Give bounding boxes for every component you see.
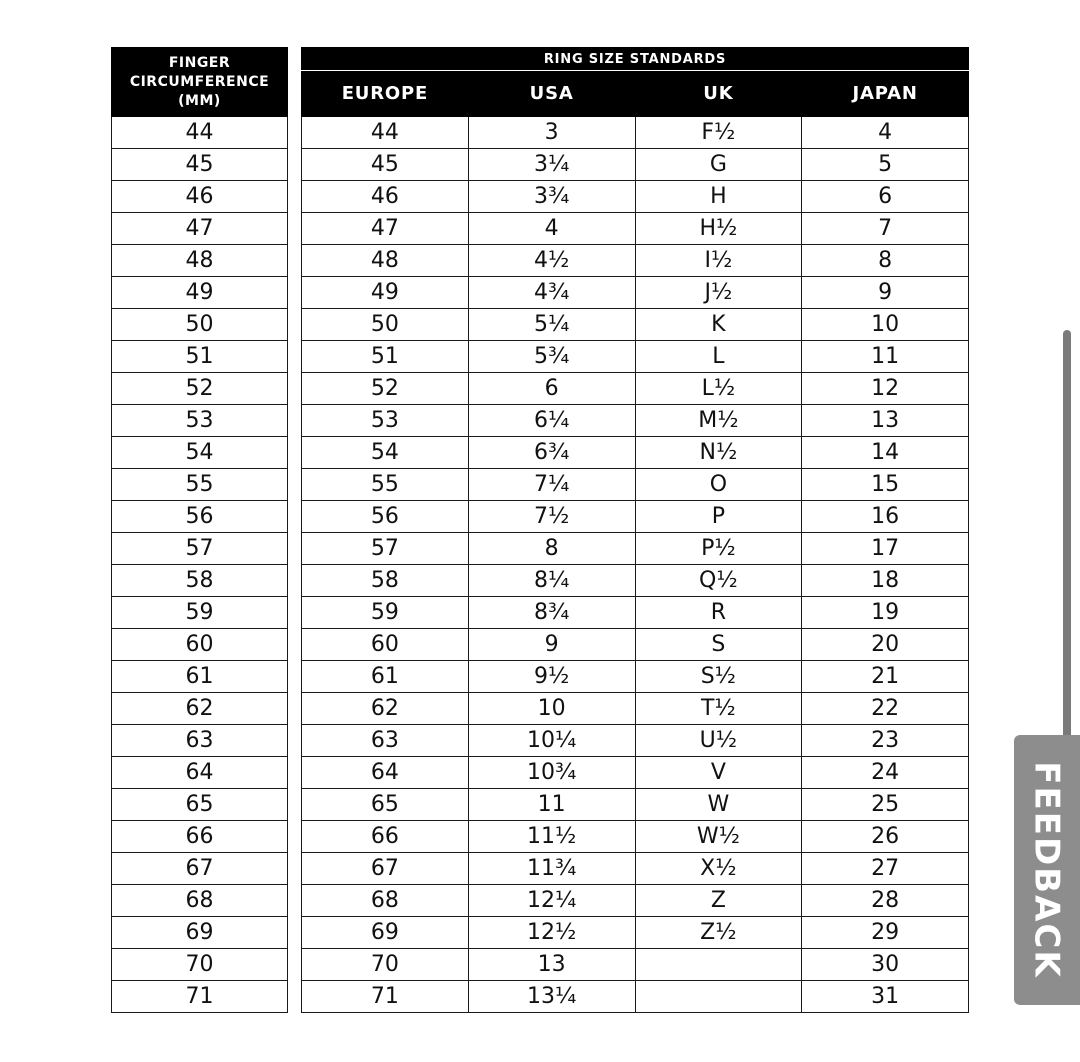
cell-japan: 5 xyxy=(802,149,969,181)
table-row xyxy=(302,373,969,405)
ring-size-standards-header: RING SIZE STANDARDS xyxy=(302,48,969,71)
column-header-europe: EUROPE xyxy=(302,71,469,117)
cell-finger-mm: 50 xyxy=(112,309,288,341)
cell-japan: 17 xyxy=(802,533,969,565)
table-row xyxy=(302,629,969,661)
table-row xyxy=(112,661,288,693)
cell-finger-mm: 53 xyxy=(112,405,288,437)
cell-japan: 24 xyxy=(802,757,969,789)
vertical-scrollbar[interactable] xyxy=(1063,330,1071,785)
table-row xyxy=(112,149,288,181)
cell-europe: 55 xyxy=(302,469,469,501)
table-row xyxy=(112,853,288,885)
cell-europe: 45 xyxy=(302,149,469,181)
cell-europe: 59 xyxy=(302,597,469,629)
table-row xyxy=(112,469,288,501)
cell-japan: 12 xyxy=(802,373,969,405)
cell-finger-mm: 70 xyxy=(112,949,288,981)
cell-europe: 44 xyxy=(302,117,469,149)
cell-usa: 8¼ xyxy=(468,565,635,597)
cell-uk: O xyxy=(635,469,802,501)
cell-finger-mm: 58 xyxy=(112,565,288,597)
table-row xyxy=(302,533,969,565)
table-row xyxy=(302,469,969,501)
cell-uk xyxy=(635,981,802,1013)
cell-usa: 8 xyxy=(468,533,635,565)
column-header-usa: USA xyxy=(468,71,635,117)
cell-finger-mm: 65 xyxy=(112,789,288,821)
cell-japan: 8 xyxy=(802,245,969,277)
cell-finger-mm: 51 xyxy=(112,341,288,373)
cell-usa: 10¾ xyxy=(468,757,635,789)
cell-japan: 6 xyxy=(802,181,969,213)
cell-finger-mm: 59 xyxy=(112,597,288,629)
cell-europe: 47 xyxy=(302,213,469,245)
table-row xyxy=(302,885,969,917)
cell-usa: 7¼ xyxy=(468,469,635,501)
cell-usa: 4½ xyxy=(468,245,635,277)
table-row xyxy=(112,533,288,565)
cell-uk: K xyxy=(635,309,802,341)
table-row xyxy=(112,565,288,597)
cell-europe: 62 xyxy=(302,693,469,725)
table-row xyxy=(112,117,288,149)
table-row xyxy=(112,885,288,917)
table-row xyxy=(302,981,969,1013)
cell-europe: 53 xyxy=(302,405,469,437)
cell-europe: 46 xyxy=(302,181,469,213)
cell-usa: 9 xyxy=(468,629,635,661)
table-row xyxy=(112,821,288,853)
cell-uk: T½ xyxy=(635,693,802,725)
table-row xyxy=(112,789,288,821)
table-row xyxy=(302,181,969,213)
cell-japan: 21 xyxy=(802,661,969,693)
cell-europe: 52 xyxy=(302,373,469,405)
cell-usa: 3¾ xyxy=(468,181,635,213)
table-row xyxy=(302,757,969,789)
cell-usa: 3 xyxy=(468,117,635,149)
table-row xyxy=(112,981,288,1013)
cell-uk: S xyxy=(635,629,802,661)
cell-usa: 4¾ xyxy=(468,277,635,309)
cell-finger-mm: 57 xyxy=(112,533,288,565)
table-row xyxy=(112,405,288,437)
table-row xyxy=(302,789,969,821)
cell-usa: 6¾ xyxy=(468,437,635,469)
table-row xyxy=(302,821,969,853)
table-row xyxy=(112,757,288,789)
table-row xyxy=(302,245,969,277)
column-header-uk: UK xyxy=(635,71,802,117)
cell-uk: F½ xyxy=(635,117,802,149)
cell-usa: 9½ xyxy=(468,661,635,693)
table-row xyxy=(302,597,969,629)
cell-uk: Z½ xyxy=(635,917,802,949)
cell-europe: 70 xyxy=(302,949,469,981)
cell-usa: 11½ xyxy=(468,821,635,853)
cell-usa: 13 xyxy=(468,949,635,981)
cell-japan: 4 xyxy=(802,117,969,149)
cell-japan: 27 xyxy=(802,853,969,885)
cell-usa: 13¼ xyxy=(468,981,635,1013)
cell-europe: 66 xyxy=(302,821,469,853)
cell-europe: 63 xyxy=(302,725,469,757)
cell-uk: H½ xyxy=(635,213,802,245)
cell-finger-mm: 46 xyxy=(112,181,288,213)
cell-japan: 25 xyxy=(802,789,969,821)
cell-europe: 60 xyxy=(302,629,469,661)
cell-europe: 71 xyxy=(302,981,469,1013)
cell-finger-mm: 49 xyxy=(112,277,288,309)
column-header-japan: JAPAN xyxy=(802,71,969,117)
feedback-label: FEEDBACK xyxy=(1027,761,1067,979)
table-row xyxy=(112,437,288,469)
cell-finger-mm: 55 xyxy=(112,469,288,501)
cell-uk: H xyxy=(635,181,802,213)
table-row xyxy=(302,501,969,533)
cell-finger-mm: 61 xyxy=(112,661,288,693)
table-row xyxy=(302,213,969,245)
cell-europe: 69 xyxy=(302,917,469,949)
cell-uk: M½ xyxy=(635,405,802,437)
table-row xyxy=(112,213,288,245)
table-row xyxy=(112,917,288,949)
cell-uk: L½ xyxy=(635,373,802,405)
cell-japan: 7 xyxy=(802,213,969,245)
cell-uk: Q½ xyxy=(635,565,802,597)
table-row xyxy=(302,149,969,181)
cell-finger-mm: 47 xyxy=(112,213,288,245)
cell-finger-mm: 62 xyxy=(112,693,288,725)
cell-japan: 10 xyxy=(802,309,969,341)
cell-japan: 26 xyxy=(802,821,969,853)
cell-europe: 67 xyxy=(302,853,469,885)
cell-usa: 12½ xyxy=(468,917,635,949)
cell-uk: Z xyxy=(635,885,802,917)
cell-japan: 31 xyxy=(802,981,969,1013)
cell-europe: 64 xyxy=(302,757,469,789)
cell-uk: I½ xyxy=(635,245,802,277)
table-row xyxy=(112,693,288,725)
cell-japan: 30 xyxy=(802,949,969,981)
cell-uk xyxy=(635,949,802,981)
cell-finger-mm: 45 xyxy=(112,149,288,181)
cell-uk: U½ xyxy=(635,725,802,757)
cell-europe: 50 xyxy=(302,309,469,341)
cell-europe: 57 xyxy=(302,533,469,565)
cell-europe: 68 xyxy=(302,885,469,917)
cell-europe: 48 xyxy=(302,245,469,277)
cell-usa: 11¾ xyxy=(468,853,635,885)
cell-japan: 22 xyxy=(802,693,969,725)
cell-europe: 58 xyxy=(302,565,469,597)
cell-uk: S½ xyxy=(635,661,802,693)
cell-usa: 10¼ xyxy=(468,725,635,757)
cell-japan: 14 xyxy=(802,437,969,469)
ring-size-standards-table xyxy=(301,47,969,1013)
cell-usa: 4 xyxy=(468,213,635,245)
table-row xyxy=(302,277,969,309)
cell-japan: 11 xyxy=(802,341,969,373)
cell-europe: 51 xyxy=(302,341,469,373)
cell-uk: X½ xyxy=(635,853,802,885)
feedback-button[interactable] xyxy=(1014,735,1080,1005)
cell-europe: 49 xyxy=(302,277,469,309)
table-row xyxy=(112,725,288,757)
table-row xyxy=(112,181,288,213)
table-row xyxy=(302,405,969,437)
cell-uk: V xyxy=(635,757,802,789)
cell-uk: R xyxy=(635,597,802,629)
finger-circumference-body xyxy=(112,117,288,1013)
table-row xyxy=(302,725,969,757)
cell-europe: 54 xyxy=(302,437,469,469)
cell-finger-mm: 60 xyxy=(112,629,288,661)
cell-usa: 11 xyxy=(468,789,635,821)
table-row xyxy=(302,853,969,885)
cell-finger-mm: 44 xyxy=(112,117,288,149)
cell-finger-mm: 71 xyxy=(112,981,288,1013)
cell-japan: 23 xyxy=(802,725,969,757)
cell-uk: W½ xyxy=(635,821,802,853)
cell-finger-mm: 48 xyxy=(112,245,288,277)
cell-finger-mm: 54 xyxy=(112,437,288,469)
table-row xyxy=(302,341,969,373)
cell-japan: 20 xyxy=(802,629,969,661)
cell-uk: P½ xyxy=(635,533,802,565)
cell-usa: 3¼ xyxy=(468,149,635,181)
table-row xyxy=(112,597,288,629)
table-row xyxy=(112,341,288,373)
cell-finger-mm: 68 xyxy=(112,885,288,917)
table-row xyxy=(302,693,969,725)
table-row xyxy=(112,309,288,341)
cell-finger-mm: 69 xyxy=(112,917,288,949)
cell-usa: 6 xyxy=(468,373,635,405)
cell-japan: 15 xyxy=(802,469,969,501)
cell-usa: 10 xyxy=(468,693,635,725)
table-row xyxy=(112,501,288,533)
table-row xyxy=(302,565,969,597)
cell-finger-mm: 64 xyxy=(112,757,288,789)
cell-japan: 13 xyxy=(802,405,969,437)
cell-usa: 6¼ xyxy=(468,405,635,437)
cell-uk: N½ xyxy=(635,437,802,469)
finger-circumference-table xyxy=(111,47,288,1013)
cell-usa: 12¼ xyxy=(468,885,635,917)
cell-japan: 18 xyxy=(802,565,969,597)
table-row xyxy=(302,917,969,949)
table-row xyxy=(112,949,288,981)
cell-finger-mm: 66 xyxy=(112,821,288,853)
cell-finger-mm: 52 xyxy=(112,373,288,405)
table-row xyxy=(302,309,969,341)
cell-finger-mm: 56 xyxy=(112,501,288,533)
cell-japan: 9 xyxy=(802,277,969,309)
cell-usa: 8¾ xyxy=(468,597,635,629)
cell-uk: W xyxy=(635,789,802,821)
cell-usa: 5¾ xyxy=(468,341,635,373)
table-row xyxy=(302,437,969,469)
cell-japan: 16 xyxy=(802,501,969,533)
ring-size-standards-body xyxy=(302,117,969,1013)
cell-finger-mm: 67 xyxy=(112,853,288,885)
cell-uk: L xyxy=(635,341,802,373)
cell-finger-mm: 63 xyxy=(112,725,288,757)
cell-uk: P xyxy=(635,501,802,533)
table-row xyxy=(302,949,969,981)
cell-uk: G xyxy=(635,149,802,181)
cell-usa: 5¼ xyxy=(468,309,635,341)
table-row xyxy=(112,629,288,661)
cell-europe: 56 xyxy=(302,501,469,533)
cell-japan: 19 xyxy=(802,597,969,629)
cell-usa: 7½ xyxy=(468,501,635,533)
finger-circumference-header: FINGER CIRCUMFERENCE (MM) xyxy=(112,48,288,117)
table-row xyxy=(302,117,969,149)
table-row xyxy=(112,245,288,277)
cell-europe: 61 xyxy=(302,661,469,693)
table-row xyxy=(112,277,288,309)
cell-europe: 65 xyxy=(302,789,469,821)
cell-uk: J½ xyxy=(635,277,802,309)
table-row xyxy=(112,373,288,405)
table-row xyxy=(302,661,969,693)
cell-japan: 28 xyxy=(802,885,969,917)
cell-japan: 29 xyxy=(802,917,969,949)
